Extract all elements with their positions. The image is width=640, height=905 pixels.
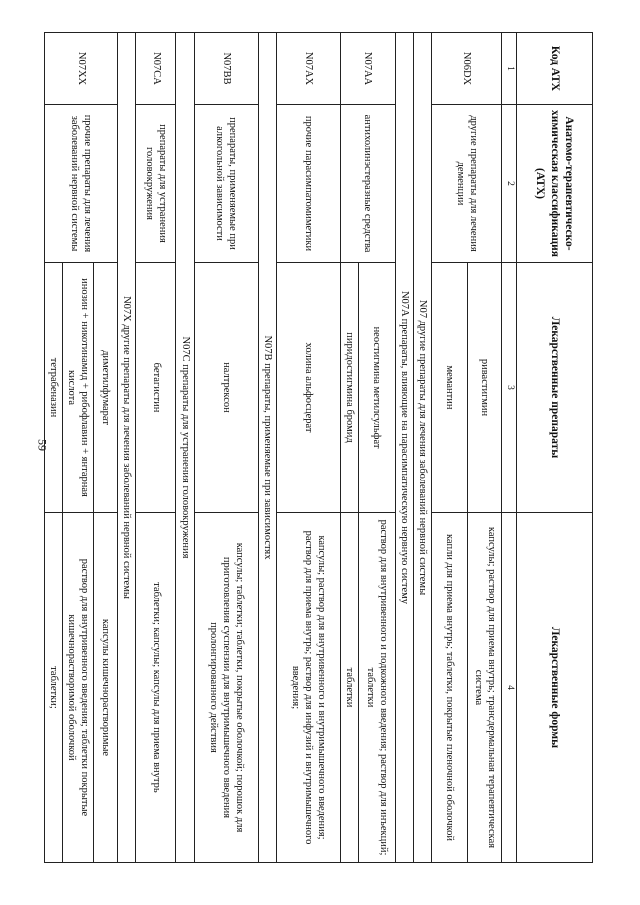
atc-n07ax: прочие парасимпатомиметики bbox=[276, 105, 340, 263]
code-n07xx: N07XX bbox=[45, 33, 118, 105]
code-n07ax: N07AX bbox=[276, 33, 340, 105]
col-number-3: 3 bbox=[502, 263, 517, 513]
code-n07bb: N07BB bbox=[194, 33, 258, 105]
col-number-1: 1 bbox=[502, 33, 517, 105]
rotated-document bbox=[48, 32, 593, 862]
drug-neostigmine: неостигмина метилсульфат bbox=[358, 263, 395, 513]
drug-inosine-combo: инозин + никотинамид + рибофлавин + янтарная кислота bbox=[63, 263, 94, 513]
code-n07aa: N07AA bbox=[340, 33, 395, 105]
section-n07b: N07B препараты, применяемые при зависимостях bbox=[258, 33, 276, 863]
form-choline-alfoscerate: капсулы; раствор для внутривенного и внутримышечного введения; раствор для приема внутрь; раствор для инфузий и внутримышечного введения; bbox=[276, 513, 340, 863]
col-number-4: 4 bbox=[502, 513, 517, 863]
col-number-2: 2 bbox=[502, 105, 517, 263]
atc-n06dx: другие препараты для лечения деменции bbox=[432, 105, 502, 263]
drug-naltrexone: налтрексон bbox=[194, 263, 258, 513]
header-forms: Лекарственные формы bbox=[517, 513, 593, 863]
form-tetrabenazine: таблетки; bbox=[45, 513, 63, 863]
form-inosine-combo: раствор для внутривенного введения; таблетки покрытые кишечнорастворимой оболочкой bbox=[63, 513, 94, 863]
form-naltrexone: капсулы; таблетки; таблетки, покрытые оболочкой; порошок для приготовления суспензии для внутримышечного введения пролонгированного действия bbox=[194, 513, 258, 863]
header-drugs: Лекарственные препараты bbox=[517, 263, 593, 513]
atc-n07bb: препараты, применяемые при алкогольной зависимости bbox=[194, 105, 258, 263]
form-dimethyl-fumarate: капсулы кишечнорастворимые bbox=[94, 513, 118, 863]
drug-pyridostigmine: пиридостигмина бромид bbox=[340, 263, 358, 513]
section-n07x: N07X другие препараты для лечения заболеваний нервной системы bbox=[118, 33, 136, 863]
header-code: Код АТХ bbox=[517, 33, 593, 105]
form-pyridostigmine: таблетки bbox=[340, 513, 358, 863]
form-rivastigmine: капсулы; раствор для приема внутрь; трансдермальная терапевтическая система bbox=[468, 513, 502, 863]
drug-tetrabenazine: тетрабеназин bbox=[45, 263, 63, 513]
drug-dimethyl-fumarate: диметилфумарат bbox=[94, 263, 118, 513]
section-n07c: N07C препараты для устранения головокружения bbox=[176, 33, 194, 863]
drug-table bbox=[44, 32, 593, 863]
drug-memantine: мемантин bbox=[432, 263, 468, 513]
drug-rivastigmine: ривастигмин bbox=[468, 263, 502, 513]
atc-n07xx: прочие препараты для лечения заболеваний нервной системы bbox=[45, 105, 118, 263]
header-atc: Анатомо-терапевтическо-химическая классификация (АТХ) bbox=[517, 105, 593, 263]
section-n07: N07 другие препараты для лечения заболеваний нервной системы bbox=[414, 33, 432, 863]
page-number: 59 bbox=[35, 439, 50, 451]
code-n06dx: N06DX bbox=[432, 33, 502, 105]
form-memantine: капли для приема внутрь; таблетки, покрытые пленочной оболочкой bbox=[432, 513, 468, 863]
form-betahistine: таблетки; капсулы; капсулы для приема внутрь bbox=[136, 513, 176, 863]
atc-n07aa: антихолинэстеразные средства bbox=[340, 105, 395, 263]
code-n07ca: N07CA bbox=[136, 33, 176, 105]
drug-betahistine: бетагистин bbox=[136, 263, 176, 513]
drug-choline-alfoscerate: холина альфосцерат bbox=[276, 263, 340, 513]
section-n07a: N07A препараты, влияющие на парасимпатическую нервную систему bbox=[395, 33, 413, 863]
form-neostigmine: раствор для внутривенного и подкожного введения; раствор для инъекций; таблетки bbox=[358, 513, 395, 863]
atc-n07ca: препараты для устранения головокружения bbox=[136, 105, 176, 263]
